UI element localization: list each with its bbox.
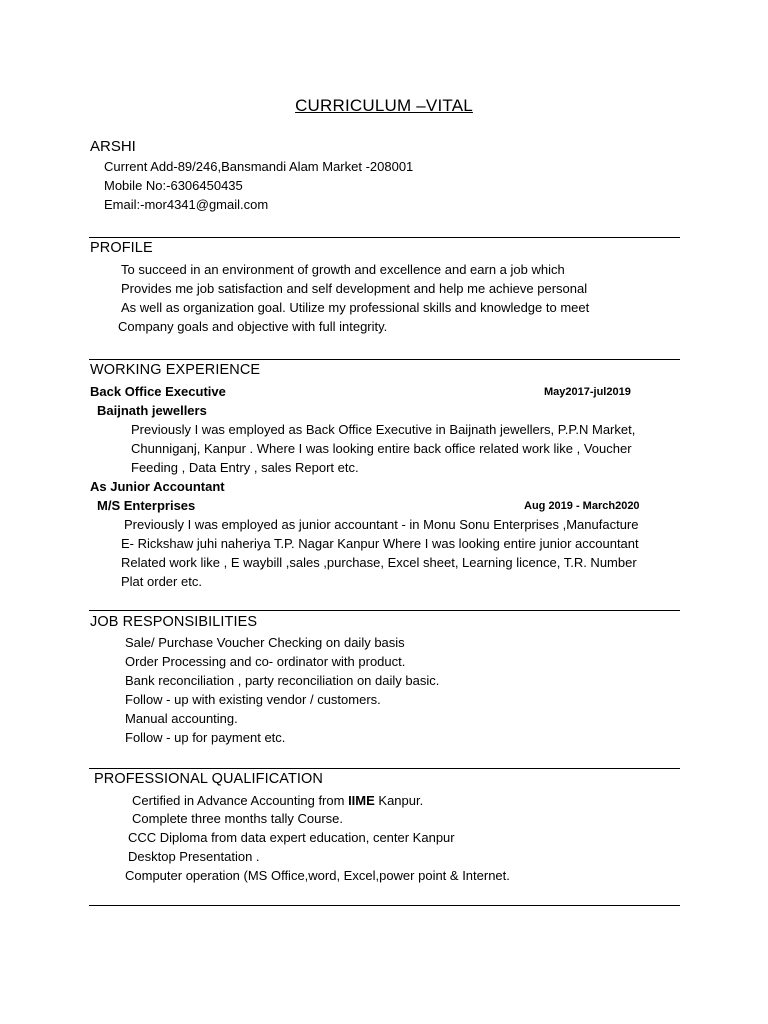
job-description-line: E- Rickshaw juhi naheriya T.P. Nagar Kanpur Where I was looking entire junior accountant (121, 536, 639, 551)
job-description-line: Related work like , E waybill ,sales ,purchase, Excel sheet, Learning licence, T.R. Number (121, 555, 637, 570)
qualification-heading: PROFESSIONAL QUALIFICATION (94, 771, 323, 787)
job-title: Back Office Executive (90, 384, 226, 399)
job-description-line: Previously I was employed as Back Office Executive in Baijnath jewellers, P.P.N Market, (131, 422, 636, 437)
contact-email: Email:-mor4341@gmail.com (104, 197, 269, 212)
job-dates: Aug 2019 - March2020 (524, 500, 640, 512)
section-divider (89, 905, 680, 906)
qualification-text: Kanpur. (374, 793, 424, 808)
qualification-text: Certified in Advance Accounting from (132, 793, 349, 808)
profile-line: Company goals and objective with full integrity. (118, 319, 388, 334)
responsibility-item: Order Processing and co- ordinator with product. (125, 654, 406, 669)
responsibilities-heading: JOB RESPONSIBILITIES (90, 614, 258, 630)
job-title: As Junior Accountant (90, 479, 225, 494)
profile-heading: PROFILE (90, 240, 153, 256)
profile-line: To succeed in an environment of growth and excellence and earn a job which (121, 262, 565, 277)
section-divider (89, 768, 680, 769)
qualification-item: Desktop Presentation . (128, 849, 260, 864)
contact-address: Current Add-89/246,Bansmandi Alam Market -208001 (104, 159, 414, 174)
job-dates: May2017-jul2019 (544, 386, 631, 398)
profile-line: Provides me job satisfaction and self development and help me achieve personal (121, 281, 588, 296)
responsibility-item: Manual accounting. (125, 711, 238, 726)
job-description-line: Previously I was employed as junior accountant - in Monu Sonu Enterprises ,Manufacture (124, 517, 639, 532)
job-description-line: Feeding , Data Entry , sales Report etc. (131, 460, 359, 475)
section-divider (89, 359, 680, 360)
contact-mobile: Mobile No:-6306450435 (104, 178, 243, 193)
company-name: Baijnath jewellers (97, 403, 207, 418)
profile-line: As well as organization goal. Utilize my professional skills and knowledge to meet (121, 300, 590, 315)
job-description-line: Plat order etc. (121, 574, 202, 589)
candidate-name: ARSHI (90, 138, 136, 155)
section-divider (89, 237, 680, 238)
responsibility-item: Sale/ Purchase Voucher Checking on daily basis (125, 635, 405, 650)
responsibility-item: Bank reconciliation , party reconciliation on daily basic. (125, 673, 440, 688)
document-title: CURRICULUM –VITAL (295, 96, 473, 115)
company-name: M/S Enterprises (97, 498, 196, 513)
qualification-item: Computer operation (MS Office,word, Excel,power point & Internet. (125, 868, 510, 883)
responsibility-item: Follow - up for payment etc. (125, 730, 286, 745)
qualification-item (132, 793, 423, 808)
qualification-item: Complete three months tally Course. (132, 811, 343, 826)
job-description-line: Chunniganj, Kanpur . Where I was looking entire back office related work like , Voucher (131, 441, 632, 456)
experience-heading: WORKING EXPERIENCE (90, 362, 261, 378)
qualification-item: CCC Diploma from data expert education, center Kanpur (128, 830, 455, 845)
institute-name: IIME (348, 793, 375, 808)
responsibility-item: Follow - up with existing vendor / customers. (125, 692, 381, 707)
section-divider (89, 610, 680, 611)
